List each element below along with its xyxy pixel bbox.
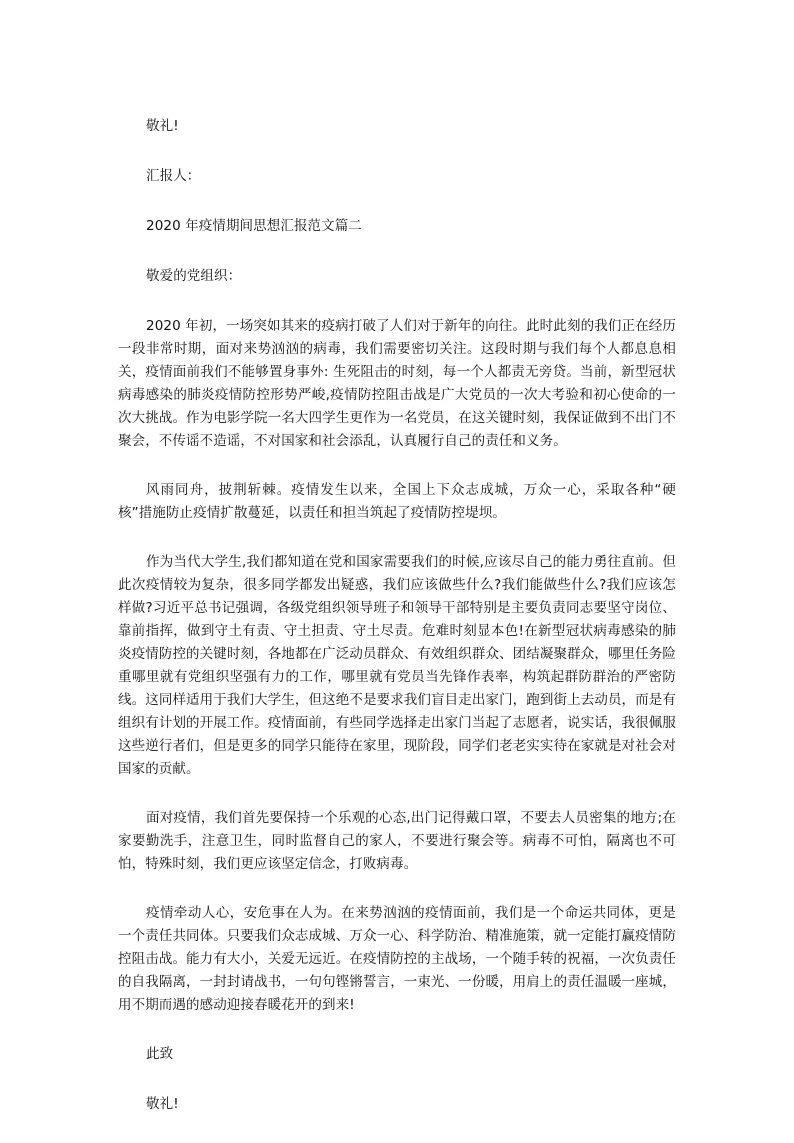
closing-line-2: 敬礼! [146,1096,179,1112]
reporter-line: 汇报人： [146,168,201,184]
paragraph-5: 疫情牵动人心，安危事在人为。在来势汹汹的疫情面前，我们是一个命运共同体，更是一个责任共同体。只要我们众志成城、万众一心、科学防治、精准施策，就一定能打赢疫情防控阻击战。能力有大小，关爱无远近。在疫情防控的主战场，一个随手转的祝福，一次负责任的自我隔离，一封封请战书，一句句铿锵誓言，一束光、一份暖，用肩上的责任温暖一座城，用不期而遇的感动迎接春暖花开的到来! [118,905,676,1013]
paragraph-1: 2020 年初，一场突如其来的疫病打破了人们对于新年的向往。此时此刻的我们正在经历一段非常时期，面对来势汹汹的病毒，我们需要密切关注。这段时期与我们每个人都息息相关，疫情面前我们不能够置身事外: 生死阻击的时刻，每一个人都责无旁贷。当前，新型冠状病毒感染的肺炎疫情防控形势严峻,疫情防控阻击战是广大党员的一次大考验和初心使命的一次大挑战。作为电影学院一名大四学生更作为一名党员，在这关键时刻，我保证做到不出门不聚会，不传谣不造谣，不对国家和社会添乱，认真履行自己的责任和义务。 [118,318,676,449]
greeting-line: 敬爱的党组织： [146,268,242,284]
paragraph-2: 风雨同舟，披荆斩棘。疫情发生以来，全国上下众志成城，万众一心，采取各种“硬核”措施防止疫情扩散蔓延，以责任和担当筑起了疫情防控堤坝。 [118,482,676,521]
closing-line-1: 此致 [146,1046,174,1062]
salutation-line: 敬礼! [146,118,179,134]
section-title: 2020 年疫情期间思想汇报范文篇二 [146,218,362,234]
paragraph-4: 面对疫情，我们首先要保持一个乐观的心态,出门记得戴口罩，不要去人员密集的地方;在家要勤洗手，注意卫生，同时监督自己的家人，不要进行聚会等。病毒不可怕，隔离也不可怕，特殊时刻，我们更应该坚定信念，打败病毒。 [118,810,676,872]
paragraph-3: 作为当代大学生,我们都知道在党和国家需要我们的时候,应该尽自己的能力勇往直前。但此次疫情较为复杂，很多同学都发出疑惑，我们应该做些什么?我们能做些什么?我们应该怎样做?习近平总书记强调，各级党组织领导班子和领导干部特别是主要负责同志要坚守岗位、靠前指挥，做到守土有责、守土担责、守土尽责。危难时刻显本色!在新型冠状病毒感染的肺炎疫情防控的关键时刻，各地都在广泛动员群众、有效组织群众、团结凝聚群众，哪里任务险重哪里就有党组织坚强有力的工作，哪里就有党员当先锋作表率，构筑起群防群治的严密防线。这同样适用于我们大学生，但这绝不是要求我们盲目走出家门，跑到街上去动员，而是有组织有计划的开展工作。疫情面前，有些同学选择走出家门当起了志愿者，说实话，我很佩服这些逆行者们，但是更多的同学只能待在家里，现阶段，同学们老老实实待在家就是对社会对国家的贡献。 [118,554,676,777]
document-body [118,115,676,1143]
